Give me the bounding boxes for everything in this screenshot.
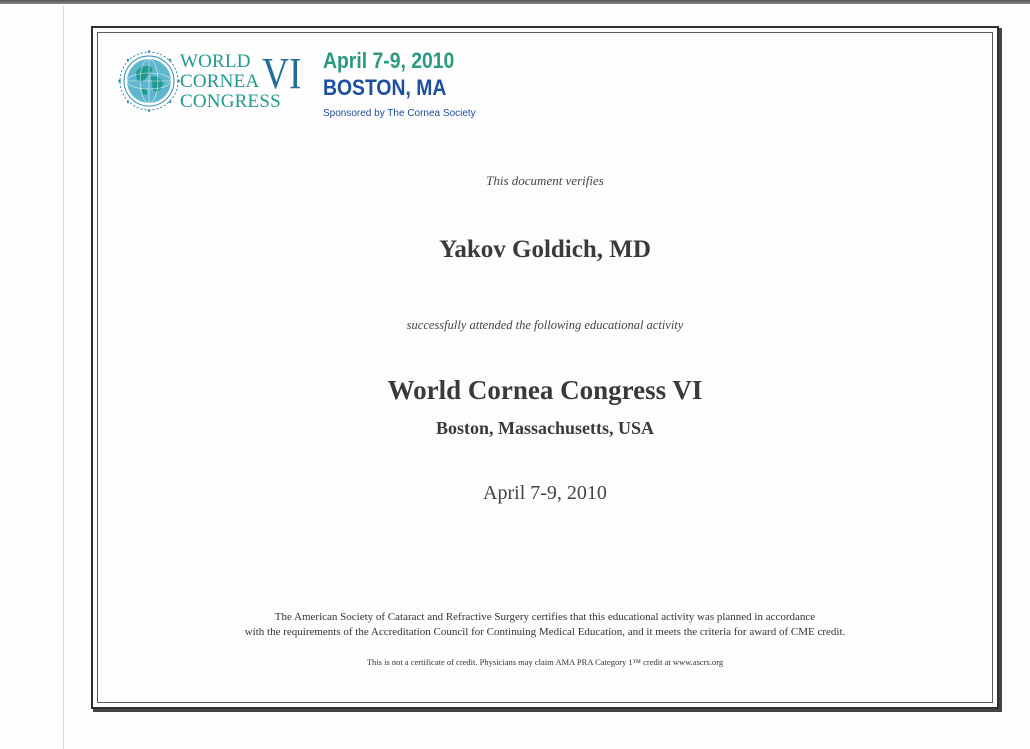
logo-word-congress: CONGRESS [180,91,281,112]
verification-intro: This document verifies [486,173,604,188]
credit-disclaimer: This is not a certificate of credit. Physicians may claim AMA PRA Category 1™ credit at www.ascrs.org [366,657,724,667]
logo-word-world: WORLD [180,51,251,72]
scan-top-edge [0,0,1030,4]
header-event-city: BOSTON, MA [323,75,447,100]
activity-location: Boston, Massachusetts, USA [435,418,655,438]
certification-statement-line-1: The American Society of Cataract and Refractive Surgery certifies that this educational activity was planned in accordance [274,611,816,623]
certification-statement-line-2: with the requirements of the Accreditation Council for Continuing Medical Education, and it meets the criteria for award of CME credit. [244,626,846,638]
certificate-border-inner [97,32,993,703]
scan-fold-line [63,6,64,749]
attendance-statement: successfully attended the following educational activity [406,318,684,332]
activity-title: World Cornea Congress VI [387,375,703,405]
header-event-dates: April 7-9, 2010 [323,48,455,73]
logo-roman-numeral: VI [262,49,302,98]
border-shadow-right [999,28,1002,711]
sponsor-line: Sponsored by The Cornea Society [323,108,476,119]
recipient-name: Yakov Goldich, MD [439,236,651,263]
globe-icon [118,50,180,112]
activity-dates: April 7-9, 2010 [483,482,607,504]
logo-wordmark [180,50,308,116]
congress-logo [118,50,308,120]
border-shadow-bottom [93,709,1002,712]
logo-word-cornea: CORNEA [180,71,260,92]
